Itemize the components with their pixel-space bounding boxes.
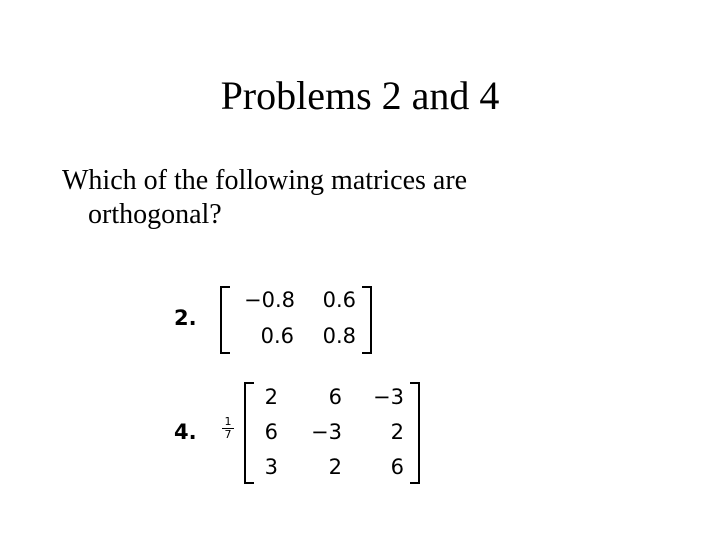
matrix-4-cell: 2 <box>390 420 404 444</box>
fraction-denominator: 7 <box>224 428 232 441</box>
question-line-1: Which of the following matrices are <box>62 165 468 196</box>
matrix-4-cell: 6 <box>390 455 404 479</box>
matrix-4-cell: 2 <box>264 385 278 409</box>
matrix-2-right-bracket <box>362 286 372 354</box>
problem-2-label: 2. <box>174 306 197 330</box>
question-line-2: orthogonal? <box>88 199 222 230</box>
matrix-2-cell: 0.6 <box>260 324 294 348</box>
matrix-2-cell: −0.8 <box>244 288 295 312</box>
matrix-2-cell: 0.8 <box>322 324 356 348</box>
matrix-4-cell: 6 <box>264 420 278 444</box>
question-text <box>62 164 622 232</box>
matrix-2-left-bracket <box>220 286 230 354</box>
matrix-4-cell: 6 <box>328 385 342 409</box>
matrix-4-right-bracket <box>410 382 420 484</box>
matrix-2-cell: 0.6 <box>322 288 356 312</box>
matrix-4-cell: −3 <box>373 385 404 409</box>
matrix-4-cell: −3 <box>311 420 342 444</box>
slide-title: Problems 2 and 4 <box>220 73 500 118</box>
problem-4-label: 4. <box>174 420 197 444</box>
fraction-numerator: 1 <box>222 416 234 429</box>
matrix-4-cell: 2 <box>328 455 342 479</box>
matrix-4-cell: 3 <box>264 455 278 479</box>
